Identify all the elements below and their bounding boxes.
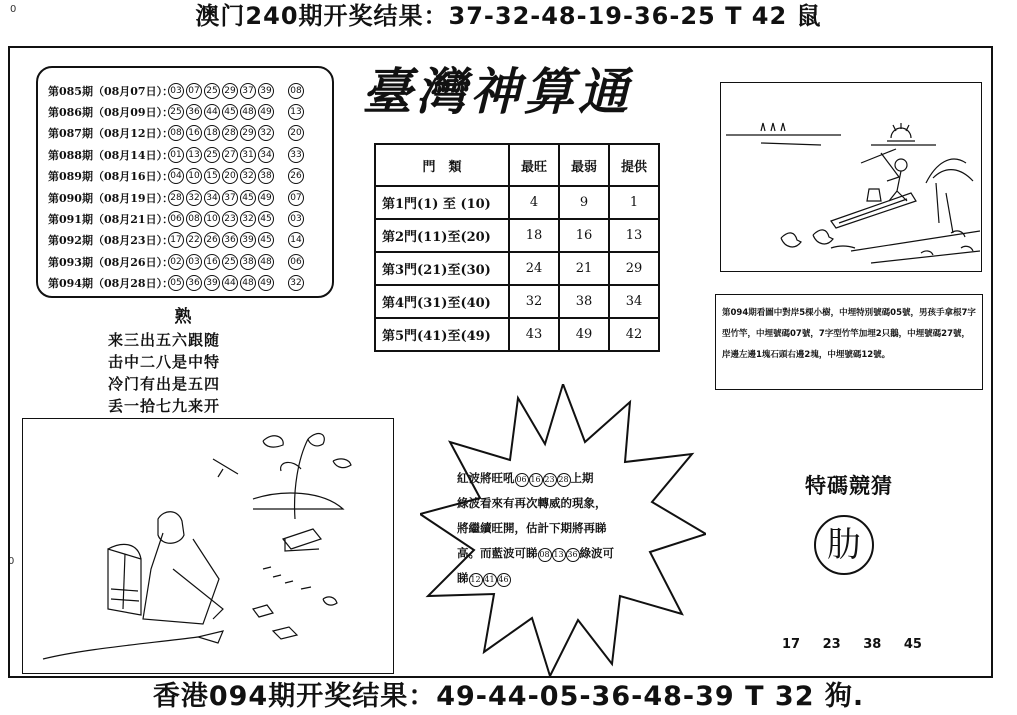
history-special-ball: 13 xyxy=(288,104,304,120)
wave-ball: 16 xyxy=(529,473,543,487)
history-ball: 28 xyxy=(222,125,238,141)
special-guess-numbers: 17 23 38 45 xyxy=(782,637,922,652)
poem-head: 熟 xyxy=(174,307,192,327)
star-line-2: 綠波看來有再次轉威的現象， xyxy=(457,496,607,510)
river-scene-drawing xyxy=(721,83,980,270)
gate-max: 4 xyxy=(509,186,559,219)
history-ball: 31 xyxy=(240,147,256,163)
history-ball: 04 xyxy=(168,168,184,184)
history-ball: 05 xyxy=(168,275,184,291)
history-ball: 36 xyxy=(186,104,202,120)
history-ball: 34 xyxy=(258,147,274,163)
history-row xyxy=(48,251,326,272)
history-row xyxy=(48,123,326,144)
star-text-segment: 上期 xyxy=(570,471,594,485)
gate-give: 1 xyxy=(609,186,659,219)
star-line-5 xyxy=(457,566,671,591)
gates-header-min: 最弱 xyxy=(559,144,609,186)
history-ball: 10 xyxy=(186,168,202,184)
gates-header-category: 門 類 xyxy=(375,144,509,186)
history-row xyxy=(48,187,326,208)
wave-ball: 12 xyxy=(469,573,483,587)
history-label: 第088期（08月14日）： xyxy=(48,148,174,162)
gates-row xyxy=(375,219,659,252)
corner-mark-mid: 0 xyxy=(8,556,15,567)
history-ball: 32 xyxy=(186,190,202,206)
woman-well-drawing xyxy=(23,419,392,672)
history-special-ball: 26 xyxy=(288,168,304,184)
history-ball: 25 xyxy=(204,147,220,163)
history-ball: 16 xyxy=(204,254,220,270)
special-guess-title: 特碼競猜 xyxy=(805,473,893,498)
poem-line: 来三出五六跟随 xyxy=(108,331,221,349)
history-ball: 48 xyxy=(240,104,256,120)
history-ball: 22 xyxy=(186,232,202,248)
macau-result-banner: 澳门240期开奖结果：37-32-48-19-36-25 T 42 鼠 xyxy=(195,2,822,30)
gates-header-give: 提供 xyxy=(609,144,659,186)
history-ball: 37 xyxy=(222,190,238,206)
history-ball: 38 xyxy=(240,254,256,270)
gates-row xyxy=(375,318,659,351)
corner-mark-top: 0 xyxy=(10,4,17,15)
gate-label: 第5門(41)至(49) xyxy=(375,318,509,351)
history-ball: 07 xyxy=(186,83,202,99)
page-title: 臺灣神算通 xyxy=(362,62,632,121)
history-ball: 01 xyxy=(168,147,184,163)
poem-line: 击中二八是中特 xyxy=(108,353,221,371)
history-special-ball: 20 xyxy=(288,125,304,141)
wave-ball: 46 xyxy=(497,573,511,587)
gates-row xyxy=(375,285,659,318)
history-ball: 49 xyxy=(258,104,274,120)
gate-give: 29 xyxy=(609,252,659,285)
history-ball: 38 xyxy=(258,168,274,184)
history-ball: 32 xyxy=(258,125,274,141)
picture-description: 第094期看圖中對岸5棵小樹，中埋特別號碼05號，男孩手拿根7字型竹竿，中埋號碼07號，7字型竹竿加埋2只鵝，中埋號碼27號，岸邊左邊1塊石頭右邊2塊，中埋號碼12號。 xyxy=(715,294,983,390)
history-ball: 39 xyxy=(204,275,220,291)
history-row xyxy=(48,273,326,294)
gate-give: 13 xyxy=(609,219,659,252)
history-row xyxy=(48,80,326,101)
gate-max: 24 xyxy=(509,252,559,285)
history-ball: 16 xyxy=(186,125,202,141)
gate-min: 49 xyxy=(559,318,609,351)
history-ball: 49 xyxy=(258,190,274,206)
wave-ball: 08 xyxy=(538,548,552,562)
history-ball: 10 xyxy=(204,211,220,227)
history-ball: 17 xyxy=(168,232,184,248)
history-ball: 39 xyxy=(258,83,274,99)
history-ball: 29 xyxy=(240,125,256,141)
gates-row xyxy=(375,252,659,285)
history-ball: 48 xyxy=(258,254,274,270)
gate-give: 34 xyxy=(609,285,659,318)
history-special-ball: 03 xyxy=(288,211,304,227)
history-ball: 06 xyxy=(168,211,184,227)
star-line-4 xyxy=(457,541,671,566)
river-scene-illustration xyxy=(720,82,982,272)
history-ball: 48 xyxy=(240,275,256,291)
history-ball: 02 xyxy=(168,254,184,270)
history-ball: 36 xyxy=(222,232,238,248)
wave-ball: 13 xyxy=(552,548,566,562)
history-row xyxy=(48,208,326,229)
woman-well-illustration xyxy=(22,418,394,674)
history-ball: 15 xyxy=(204,168,220,184)
gate-max: 18 xyxy=(509,219,559,252)
history-ball: 34 xyxy=(204,190,220,206)
history-special-ball: 06 xyxy=(288,254,304,270)
history-ball: 39 xyxy=(240,232,256,248)
history-ball: 45 xyxy=(258,232,274,248)
history-ball: 18 xyxy=(204,125,220,141)
gate-give: 42 xyxy=(609,318,659,351)
wave-ball: 06 xyxy=(515,473,529,487)
history-ball: 37 xyxy=(240,83,256,99)
star-text-segment: 高。而藍波可睇 xyxy=(457,546,538,560)
history-ball: 03 xyxy=(168,83,184,99)
history-row xyxy=(48,166,326,187)
history-label: 第087期（08月12日）： xyxy=(48,127,174,141)
gate-max: 43 xyxy=(509,318,559,351)
gate-min: 38 xyxy=(559,285,609,318)
history-ball: 44 xyxy=(222,275,238,291)
wave-ball: 36 xyxy=(566,548,580,562)
history-special-ball: 33 xyxy=(288,147,304,163)
history-ball: 08 xyxy=(168,125,184,141)
history-row xyxy=(48,144,326,165)
history-ball: 45 xyxy=(222,104,238,120)
history-label: 第094期（08月28日）： xyxy=(48,277,174,291)
history-ball: 29 xyxy=(222,83,238,99)
gates-row xyxy=(375,186,659,219)
history-ball: 13 xyxy=(186,147,202,163)
history-ball: 25 xyxy=(168,104,184,120)
star-line-1 xyxy=(457,466,671,491)
star-line-3: 將繼續旺開，估計下期將再睇 xyxy=(457,521,607,535)
history-ball: 45 xyxy=(240,190,256,206)
history-ball: 27 xyxy=(222,147,238,163)
history-ball: 49 xyxy=(258,275,274,291)
poem-line: 冷门有出是五四 xyxy=(108,375,221,393)
history-ball: 36 xyxy=(186,275,202,291)
gate-label: 第1門(1) 至 (10) xyxy=(375,186,509,219)
history-label: 第089期（08月16日）： xyxy=(48,170,174,184)
star-text-segment: 紅波將旺吼 xyxy=(457,471,515,485)
gate-label: 第3門(21)至(30) xyxy=(375,252,509,285)
gate-label: 第4門(31)至(40) xyxy=(375,285,509,318)
poem-line: 丢一拾七九来开 xyxy=(108,397,221,415)
star-text-segment: 睇 xyxy=(457,571,469,585)
history-ball: 45 xyxy=(258,211,274,227)
wave-ball: 41 xyxy=(483,573,497,587)
history-ball: 32 xyxy=(240,211,256,227)
history-ball: 23 xyxy=(222,211,238,227)
starburst-text xyxy=(457,466,671,591)
gates-table xyxy=(374,143,660,352)
history-ball: 32 xyxy=(240,168,256,184)
history-special-ball: 32 xyxy=(288,275,304,291)
history-ball: 08 xyxy=(186,211,202,227)
history-row xyxy=(48,230,326,251)
history-special-ball: 07 xyxy=(288,190,304,206)
gate-label: 第2門(11)至(20) xyxy=(375,219,509,252)
gate-min: 21 xyxy=(559,252,609,285)
history-panel xyxy=(36,66,334,298)
history-label: 第090期（08月19日）： xyxy=(48,191,174,205)
gate-min: 16 xyxy=(559,219,609,252)
special-guess-character: 肋 xyxy=(814,515,874,575)
star-text-segment: 綠波可 xyxy=(579,546,614,560)
history-label: 第086期（08月09日）： xyxy=(48,106,174,120)
hongkong-result-banner: 香港094期开奖结果：49-44-05-36-48-39 T 32 狗. xyxy=(152,681,865,712)
history-ball: 20 xyxy=(222,168,238,184)
history-special-ball: 08 xyxy=(288,83,304,99)
gate-min: 9 xyxy=(559,186,609,219)
history-ball: 25 xyxy=(204,83,220,99)
poem-block xyxy=(108,302,258,417)
history-label: 第093期（08月26日）： xyxy=(48,255,174,269)
history-label: 第085期（08月07日）： xyxy=(48,84,174,98)
history-special-ball: 14 xyxy=(288,232,304,248)
gate-max: 32 xyxy=(509,285,559,318)
history-row xyxy=(48,101,326,122)
gates-header-row xyxy=(375,144,659,186)
history-ball: 44 xyxy=(204,104,220,120)
history-label: 第091期（08月21日）： xyxy=(48,213,174,227)
wave-ball: 23 xyxy=(543,473,557,487)
history-ball: 28 xyxy=(168,190,184,206)
history-ball: 25 xyxy=(222,254,238,270)
history-ball: 26 xyxy=(204,232,220,248)
gates-header-max: 最旺 xyxy=(509,144,559,186)
wave-ball: 28 xyxy=(557,473,571,487)
history-ball: 03 xyxy=(186,254,202,270)
history-label: 第092期（08月23日）： xyxy=(48,234,174,248)
